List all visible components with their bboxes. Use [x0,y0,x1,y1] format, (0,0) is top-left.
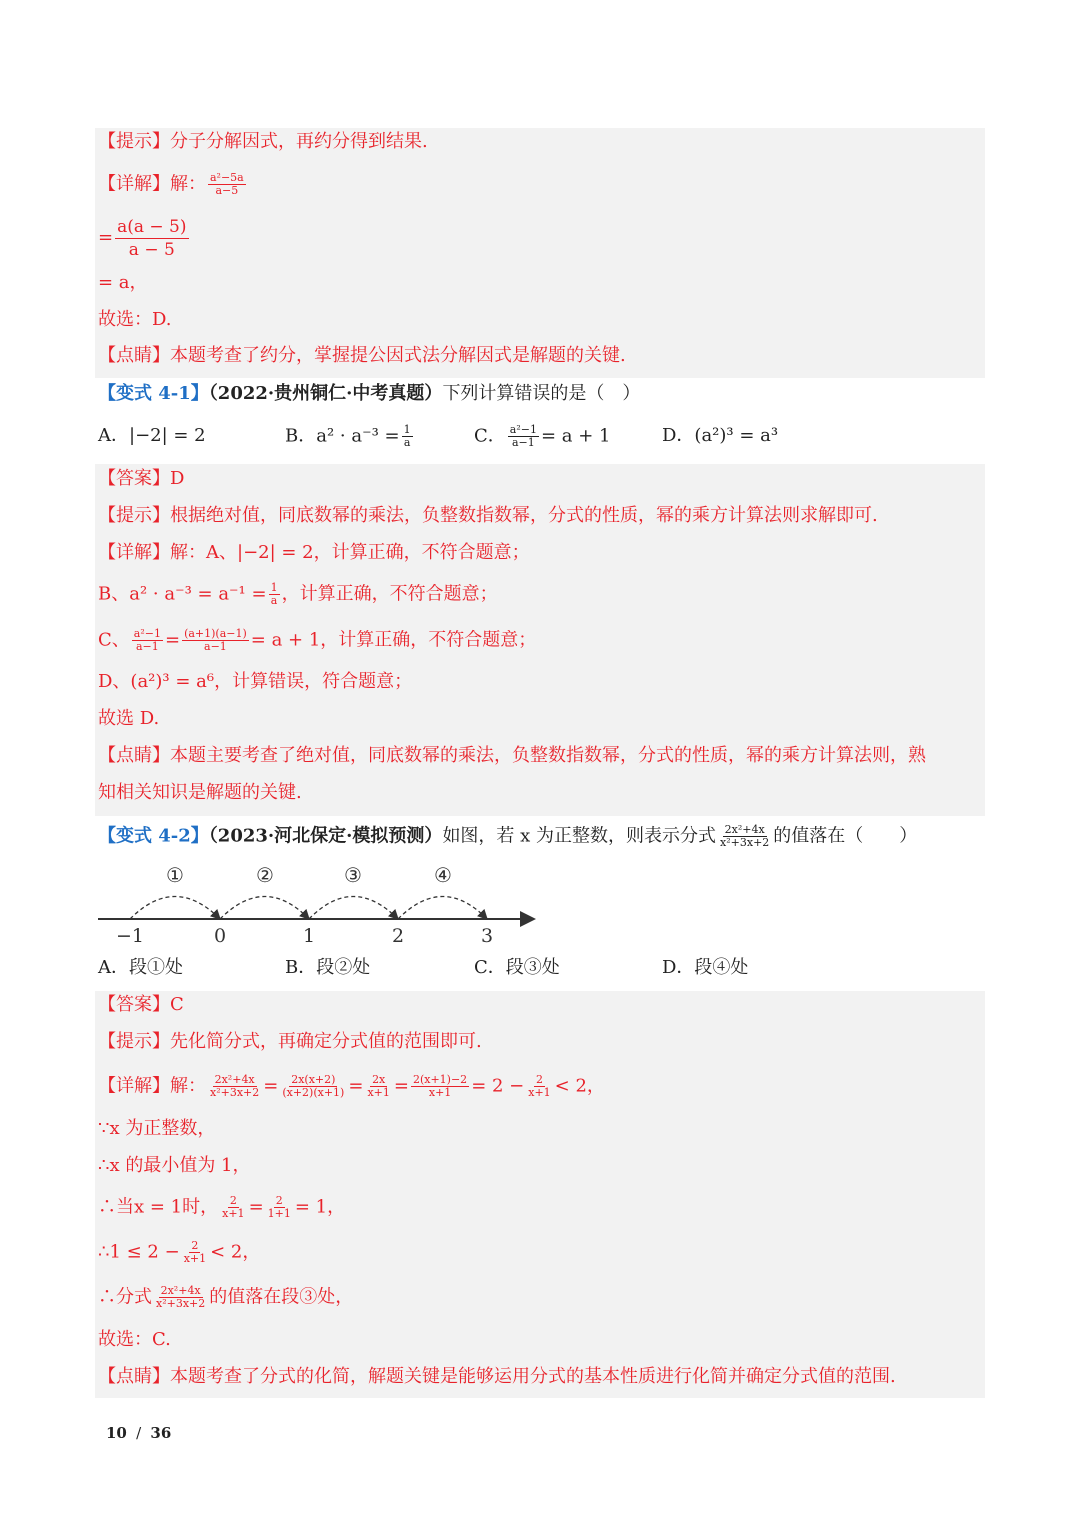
comment-line [98,1365,896,1389]
reason-line: ∵x 为正整数， [98,1118,216,1139]
hint-label: 【提示】 [98,505,170,526]
detail-line [98,172,248,196]
fraction: $\frac{2}{x+1}$ [222,1194,245,1220]
total-pages: 36 [150,1424,172,1442]
hint-label: 【提示】 [98,1031,170,1052]
answer-label: 【答案】 [98,468,170,489]
option-c[interactable]: C． $\frac{\text{a²−1}}{a-1}$ = a + 1 [474,423,611,449]
comment-text: 本题主要考查了绝对值，同底数幂的乘法，负整数指数幂，分式的性质，幂的乘方计算法则，熟 [170,745,926,766]
fraction: $\frac{\text{a²−5a}}{a-5}$ [210,171,244,197]
option-a[interactable]: A．|−2| = 2 [98,425,206,446]
page-number [106,1424,171,1442]
question-text: 如图，若 x 为正整数，则表示分式 [442,825,717,847]
hint-label: 【提示】 [98,131,170,152]
detail-label: 【详解】 [98,173,170,195]
answer-value: D [170,468,185,489]
fraction: $\frac{(a+1)(a-1)}{a-1}$ [184,627,247,653]
hint-text: 分子分解因式，再约分得到结果. [170,131,428,152]
fraction: $\frac{\text{2x²+4x}}{\text{x²+3x+2}}$ [720,823,770,849]
variant-label: 【变式 4-2】 [98,825,209,847]
comment-line [98,744,926,768]
fraction: $\frac{1}{a}$ [403,423,411,449]
step-line: = a， [98,272,148,293]
option-d[interactable]: D．(a²)³ = a³ [662,425,779,446]
fraction: $\frac{\text{a²−1}}{a-1}$ [133,627,161,653]
option-a[interactable]: A．段①处 [98,957,183,978]
comment-line-2: 知相关知识是解题的关键. [98,782,302,803]
question-4-2 [98,824,917,848]
fraction: $\frac{2x}{x+1}$ [367,1073,390,1099]
hint-line [98,504,878,528]
option-d[interactable]: D．段④处 [662,957,749,978]
hint-line [98,1030,482,1054]
tick-label: 2 [391,925,405,947]
eq-sign: = [98,227,114,248]
answer-label: 【答案】 [98,994,170,1015]
segment-label: ③ [344,863,362,887]
current-page: 10 [106,1424,127,1442]
option-b[interactable]: B．a² · a⁻³ = $\frac{1}{a}$ [285,423,411,449]
detail-label: 【详解】 [98,1075,170,1097]
options-row [98,424,878,448]
detail-d: D、(a²)³ = a⁶，计算错误，符合题意； [98,671,413,692]
tick-label: 0 [213,925,227,947]
fraction: $\frac{2x(x+2)}{(x+2)(x+1)}$ [282,1073,345,1099]
fraction: $\frac{2}{x+1}$ [528,1073,551,1099]
segment-arc [220,897,309,920]
hint-text: 根据绝对值，同底数幂的乘法，负整数指数幂，分式的性质，幂的乘方计算法则求解即可. [170,505,878,526]
option-b[interactable]: B．段②处 [285,957,371,978]
fraction: $\frac{\text{2x²+4x}}{\text{x²+3x+2}}$ [210,1073,260,1099]
question-source: （2023·河北保定·模拟预测） [208,825,443,847]
hint-line [98,130,428,154]
fraction: $\frac{\text{a²−1}}{a-1}$ [509,423,537,449]
question-text-end: 的值落在（ ） [773,825,918,847]
segment-arc [398,897,487,920]
final-answer: 故选 D. [98,708,160,729]
segment-label: ② [256,863,274,887]
question-4-1 [98,382,640,406]
detail-line [98,541,530,565]
answer-value: C [170,994,184,1015]
fraction: $\frac{2(x+1)-2}{x+1}$ [412,1073,468,1099]
question-source: （2022·贵州铜仁·中考真题） [208,383,443,404]
tick-label: 1 [302,925,316,947]
comment-text: 本题考查了分式的化简，解题关键是能够运用分式的基本性质进行化简并确定分式值的范围. [170,1366,896,1387]
options-row [98,956,878,980]
answer-line [98,993,184,1017]
detail-b: B、a² · a⁻³ = a⁻¹ = $\frac{1}{a}$ ，计算正确，不符合题意； [98,581,498,607]
detail-a: 解：A、|−2| = 2，计算正确，不符合题意； [170,542,530,563]
detail-line: 【详解】解： $\frac{\text{2x²+4x}}{\text{x²+3x+2}}$ = $\frac{2x(x+2)}{(x+2)(x+1)}$ = $\frac{2x}{x+1}$ = $\frac{2(x+1)-2}{x+1}$ = 2 − $\frac{2}{x+1}$ < 2， [98,1073,605,1099]
comment-label: 【点睛】 [98,1366,170,1387]
option-c[interactable]: C．段③处 [474,957,560,978]
reason-line: ∴当x = 1时， $\frac{2}{x+1}$ = $\frac{2}{1+1}$ = 1， [98,1194,346,1220]
step-line [98,214,191,262]
detail-text: 解： [170,173,206,195]
segment-label: ① [166,863,184,887]
comment-label: 【点睛】 [98,745,170,766]
hint-text: 先化简分式，再确定分式值的范围即可. [170,1031,482,1052]
fraction: $\frac{2}{x+1}$ [183,1239,207,1265]
segment-arc [130,897,220,920]
variant-label: 【变式 4-1】 [98,383,209,404]
segment-arc [309,897,398,920]
final-answer: 故选：C. [98,1329,171,1350]
fraction: $\frac{a(a - 5)}{a - 5}$ [117,216,187,260]
reason-line: ∴1 ≤ 2 − $\frac{2}{x+1}$ < 2， [98,1239,261,1265]
answer-line: 故选：D. [98,309,172,330]
fraction: $\frac{2}{1+1}$ [267,1194,291,1220]
segment-label: ④ [434,863,452,887]
question-text: 下列计算错误的是（ ） [442,383,641,404]
reason-line: ∴分式 $\frac{\text{2x²+4x}}{\text{x²+3x+2}}$ 的值落在段③处， [98,1284,354,1310]
reason-line: ∴x 的最小值为 1， [98,1155,251,1176]
detail-c: C、 $\frac{\text{a²−1}}{a-1}$ = $\frac{(a+1)(a-1)}{a-1}$ = a + 1，计算正确，不符合题意； [98,627,537,653]
comment-line [98,344,626,368]
tick-label: −1 [115,925,145,947]
fraction: $\frac{\text{2x²+4x}}{\text{x²+3x+2}}$ [156,1284,206,1310]
page-separator: / [136,1424,142,1442]
detail-label: 【详解】 [98,542,170,563]
solution-panel-1 [95,128,985,378]
tick-label: 3 [480,925,494,947]
comment-text: 本题考查了约分，掌握提公因式法分解因式是解题的关键. [170,345,626,366]
answer-line [98,467,184,491]
comment-label: 【点睛】 [98,345,170,366]
number-line-figure [90,858,550,950]
fraction: $\frac{1}{a}$ [270,581,278,607]
